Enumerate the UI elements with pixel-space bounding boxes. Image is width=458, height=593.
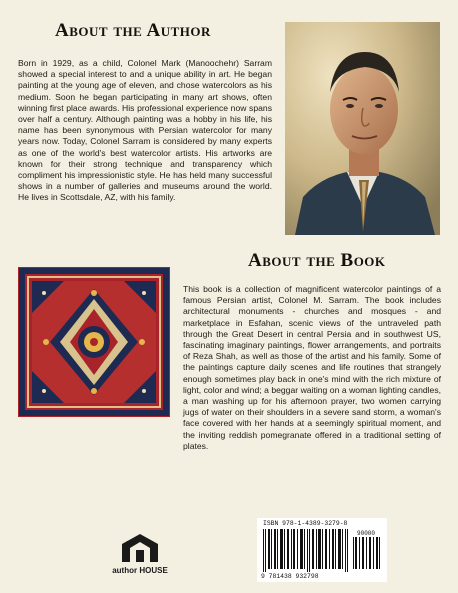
authorhouse-logo-icon [108,530,172,564]
about-author-heading: About the Author [55,20,211,41]
author-bio-text: Born in 1929, as a child, Colonel Mark (Manoochehr) Sarram showed a special interest to and a unique ability in art. He began painting at the young age of eleven, and chose watercolors as his medium. Soon he began participating in many art shows, often winning first place awards. His professional experience now spans over half a century. Although painting was a hobby in his life, his name has been synonymous with Persian watercolor for many years now. Today, Colonel Sarram is considered by many experts as one of the world's best watercolor artists. His artworks are known for their strong technique and transparency which compliment his impressionistic style. He has held many successful shows in a number of galleries and museums around the world. He lives in Scottsdale, AZ, with his family. [18,58,272,203]
about-book-heading: About the Book [248,250,386,271]
author-portrait-image [285,22,440,235]
barcode-bars [261,529,383,572]
isbn-label: ISBN 978-1-4389-3279-8 [263,520,348,527]
publisher-name: author HOUSE [112,566,168,575]
barcode-number: 9 781438 932798 [261,573,319,580]
book-description-text: This book is a collection of magnificent watercolor paintings of a famous Persian artist, Colonel M. Sarram. The book includes architectural monuments - churches and mosques - and marketplace in Esfahan, scenic views of the untraveled path through the Great Desert in central Persia and in southwest US, fascinating imaginary paintings, flower arrangements, and portraits of Reza Shah, as well as those of the artist and his family. Some of the paintings capture daily scenes and life routines that strangely enough sometimes play back in one's mind with the rich mixture of light, color and wind; a beggar waiting on a woman lighting candles, a man washing up for his afternoon prayer, two women carrying jugs of water on their shoulders in a severe sand storm, a woman's face covered with her hands at a seemingly spiritual moment, and the inviting reddish pomegranate offered in a traditional setting of plates. [183,284,441,451]
publisher-logo [108,530,172,584]
persian-carpet-image [18,267,170,417]
isbn-barcode [257,518,387,582]
price-code: 90000 [357,530,376,537]
